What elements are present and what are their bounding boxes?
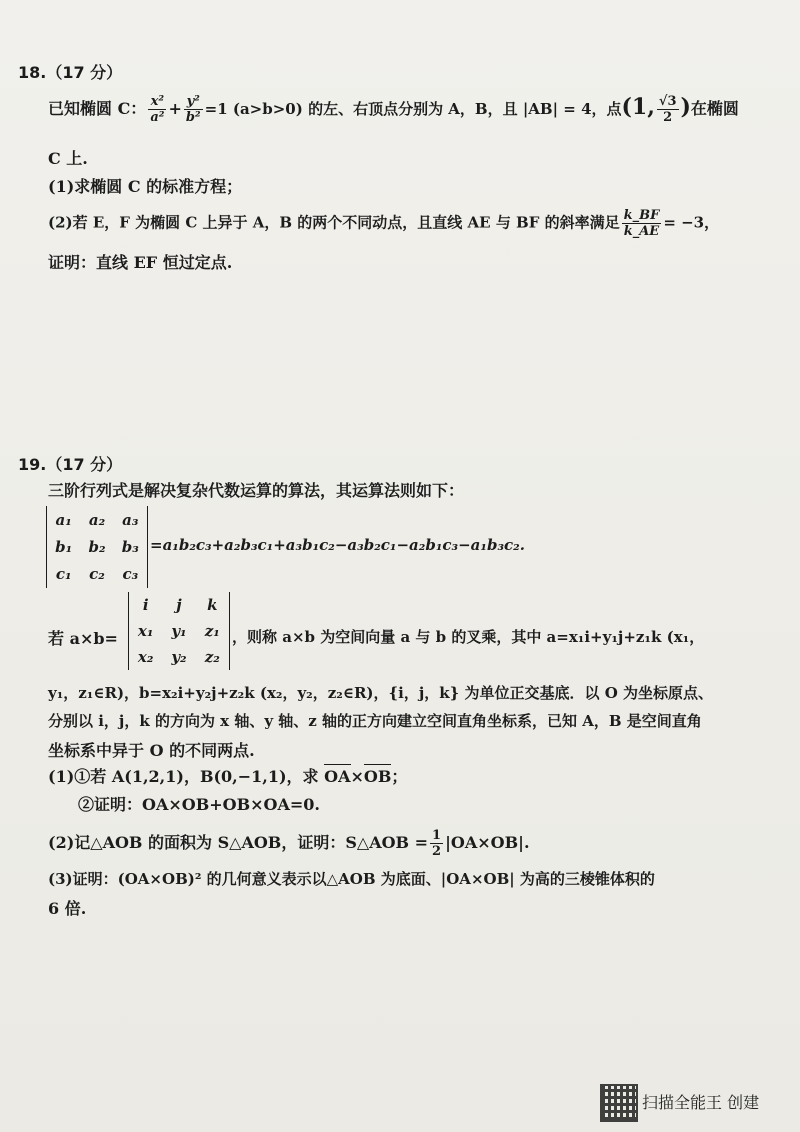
determinant-expansion: =a₁b₂c₃+a₂b₃c₁+a₃b₁c₂−a₃b₂c₁−a₂b₁c₃−a₁b₃c₂. — [150, 536, 525, 554]
cross-determinant-cell: y₁ — [171, 622, 187, 640]
determinant-cell: c₃ — [122, 565, 139, 584]
q18-text-b: =1 (a>b>0) 的左、右顶点分别为 A，B，且 |AB| = 4，点 — [204, 100, 622, 118]
determinant-cell: c₁ — [55, 565, 72, 584]
cross-definition: ，则称 a×b 为空间向量 a 与 b 的叉乘，其中 a=x₁i+y₁j+z₁k (x₁， — [232, 628, 705, 646]
qr-code-icon — [600, 1084, 638, 1122]
ellipse-x-fraction: $\frac{\text{x²}}{\text{a²}}$ — [150, 94, 165, 125]
determinant-cell: b₂ — [88, 537, 106, 556]
determinant-cell: b₁ — [55, 537, 73, 556]
determinant-cell: a₂ — [88, 510, 106, 529]
cross-prefix: 若 a×b= — [48, 629, 118, 648]
cross-determinant-cell: z₁ — [204, 622, 220, 640]
cross-determinant-cell: i — [142, 596, 149, 614]
vector-ob: OB — [363, 767, 392, 786]
ellipse-y-fraction: $\frac{\text{y²}}{\text{b²}}$ — [185, 94, 201, 125]
cross-determinant-cell: j — [176, 596, 182, 614]
q19-part1a: (1)①若 A(1,2,1)，B(0,−1,1)，求 OA×OB； — [48, 767, 408, 786]
cross-determinant-cell: z₂ — [204, 648, 220, 666]
determinant-3x3 — [46, 506, 148, 588]
cross-anticommute-expr: OA×OB+OB×OA=0. — [142, 795, 320, 814]
point-y-fraction: $\frac{√3}{2}$ — [658, 94, 677, 125]
cross-determinant-cell: k — [207, 596, 218, 614]
q18-line2: C 上. — [48, 149, 88, 168]
cross-product-determinant — [128, 592, 230, 670]
determinant-cell: c₂ — [89, 565, 105, 584]
determinant-cell: a₁ — [55, 510, 72, 529]
q18-part1: (1)求椭圆 C 的标准方程； — [48, 177, 243, 196]
q19-condition-line2: 分别以 i，j，k 的方向为 x 轴、y 轴、z 轴的正方向建立空间直角坐标系，已知 A，B 是空间直角 — [48, 712, 702, 730]
question-19-number: 19.（17 分） — [18, 455, 123, 474]
q18-part2-proof: 证明：直线 EF 恒过定点. — [48, 253, 233, 272]
q19-part3: (3)证明：(OA×OB)² 的几何意义表示以△AOB 为底面、|OA×OB| 为高的三棱锥体积的 — [48, 870, 655, 888]
q19-part3-end: 6 倍. — [48, 899, 87, 918]
q19-part2: (2)记△AOB 的面积为 S△AOB，证明：S△AOB = $\frac{1}{2}$ |OA×OB|. — [48, 828, 530, 859]
q19-condition-line1: y₁，z₁∈R)，b=x₂i+y₂j+z₂k (x₂，y₂，z₂∈R)，{i，j，k} 为单位正交基底．以 O 为坐标原点、 — [48, 684, 714, 702]
determinant-cell: b₃ — [121, 537, 139, 556]
cross-determinant-cell: x₂ — [137, 648, 154, 666]
q19-condition-line3: 坐标系中异于 O 的不同两点. — [48, 741, 255, 760]
cross-determinant-cell: y₂ — [171, 648, 187, 666]
scanner-app-label: 扫描全能王 创建 — [642, 1093, 760, 1112]
q18-part2: (2)若 E，F 为椭圆 C 上异于 A，B 的两个不同动点，且直线 AE 与 BF 的斜率满足 $\frac{k\_BF}{k\_AE}$ = −3， — [48, 208, 720, 239]
q19-part1b: ②证明：OA×OB+OB×OA=0. — [78, 795, 320, 814]
q18-text-a: 已知椭圆 C： — [48, 99, 147, 118]
slope-ratio-fraction: $\frac{k\_BF}{k\_AE}$ — [623, 208, 660, 239]
vector-oa: OA — [324, 767, 351, 786]
question-18-number: 18.（17 分） — [18, 63, 123, 82]
half-fraction: $\frac{1}{2}$ — [432, 828, 442, 859]
cross-determinant-cell: x₁ — [137, 622, 154, 640]
determinant-cell: a₃ — [122, 510, 139, 529]
q19-intro: 三阶行列式是解决复杂代数运算的算法，其运算法则如下： — [48, 481, 465, 500]
q18-line1: 已知椭圆 C： $\frac{\text{x²}}{\text{a²}}$ + $\frac{\text{y²}}{\text{b²}}$ =1 (a>b>0) 的左、右顶点分别为 A，B，且 |AB| = 4，点(1, $\frac{√3}{2}$ )在椭圆 — [48, 94, 739, 125]
